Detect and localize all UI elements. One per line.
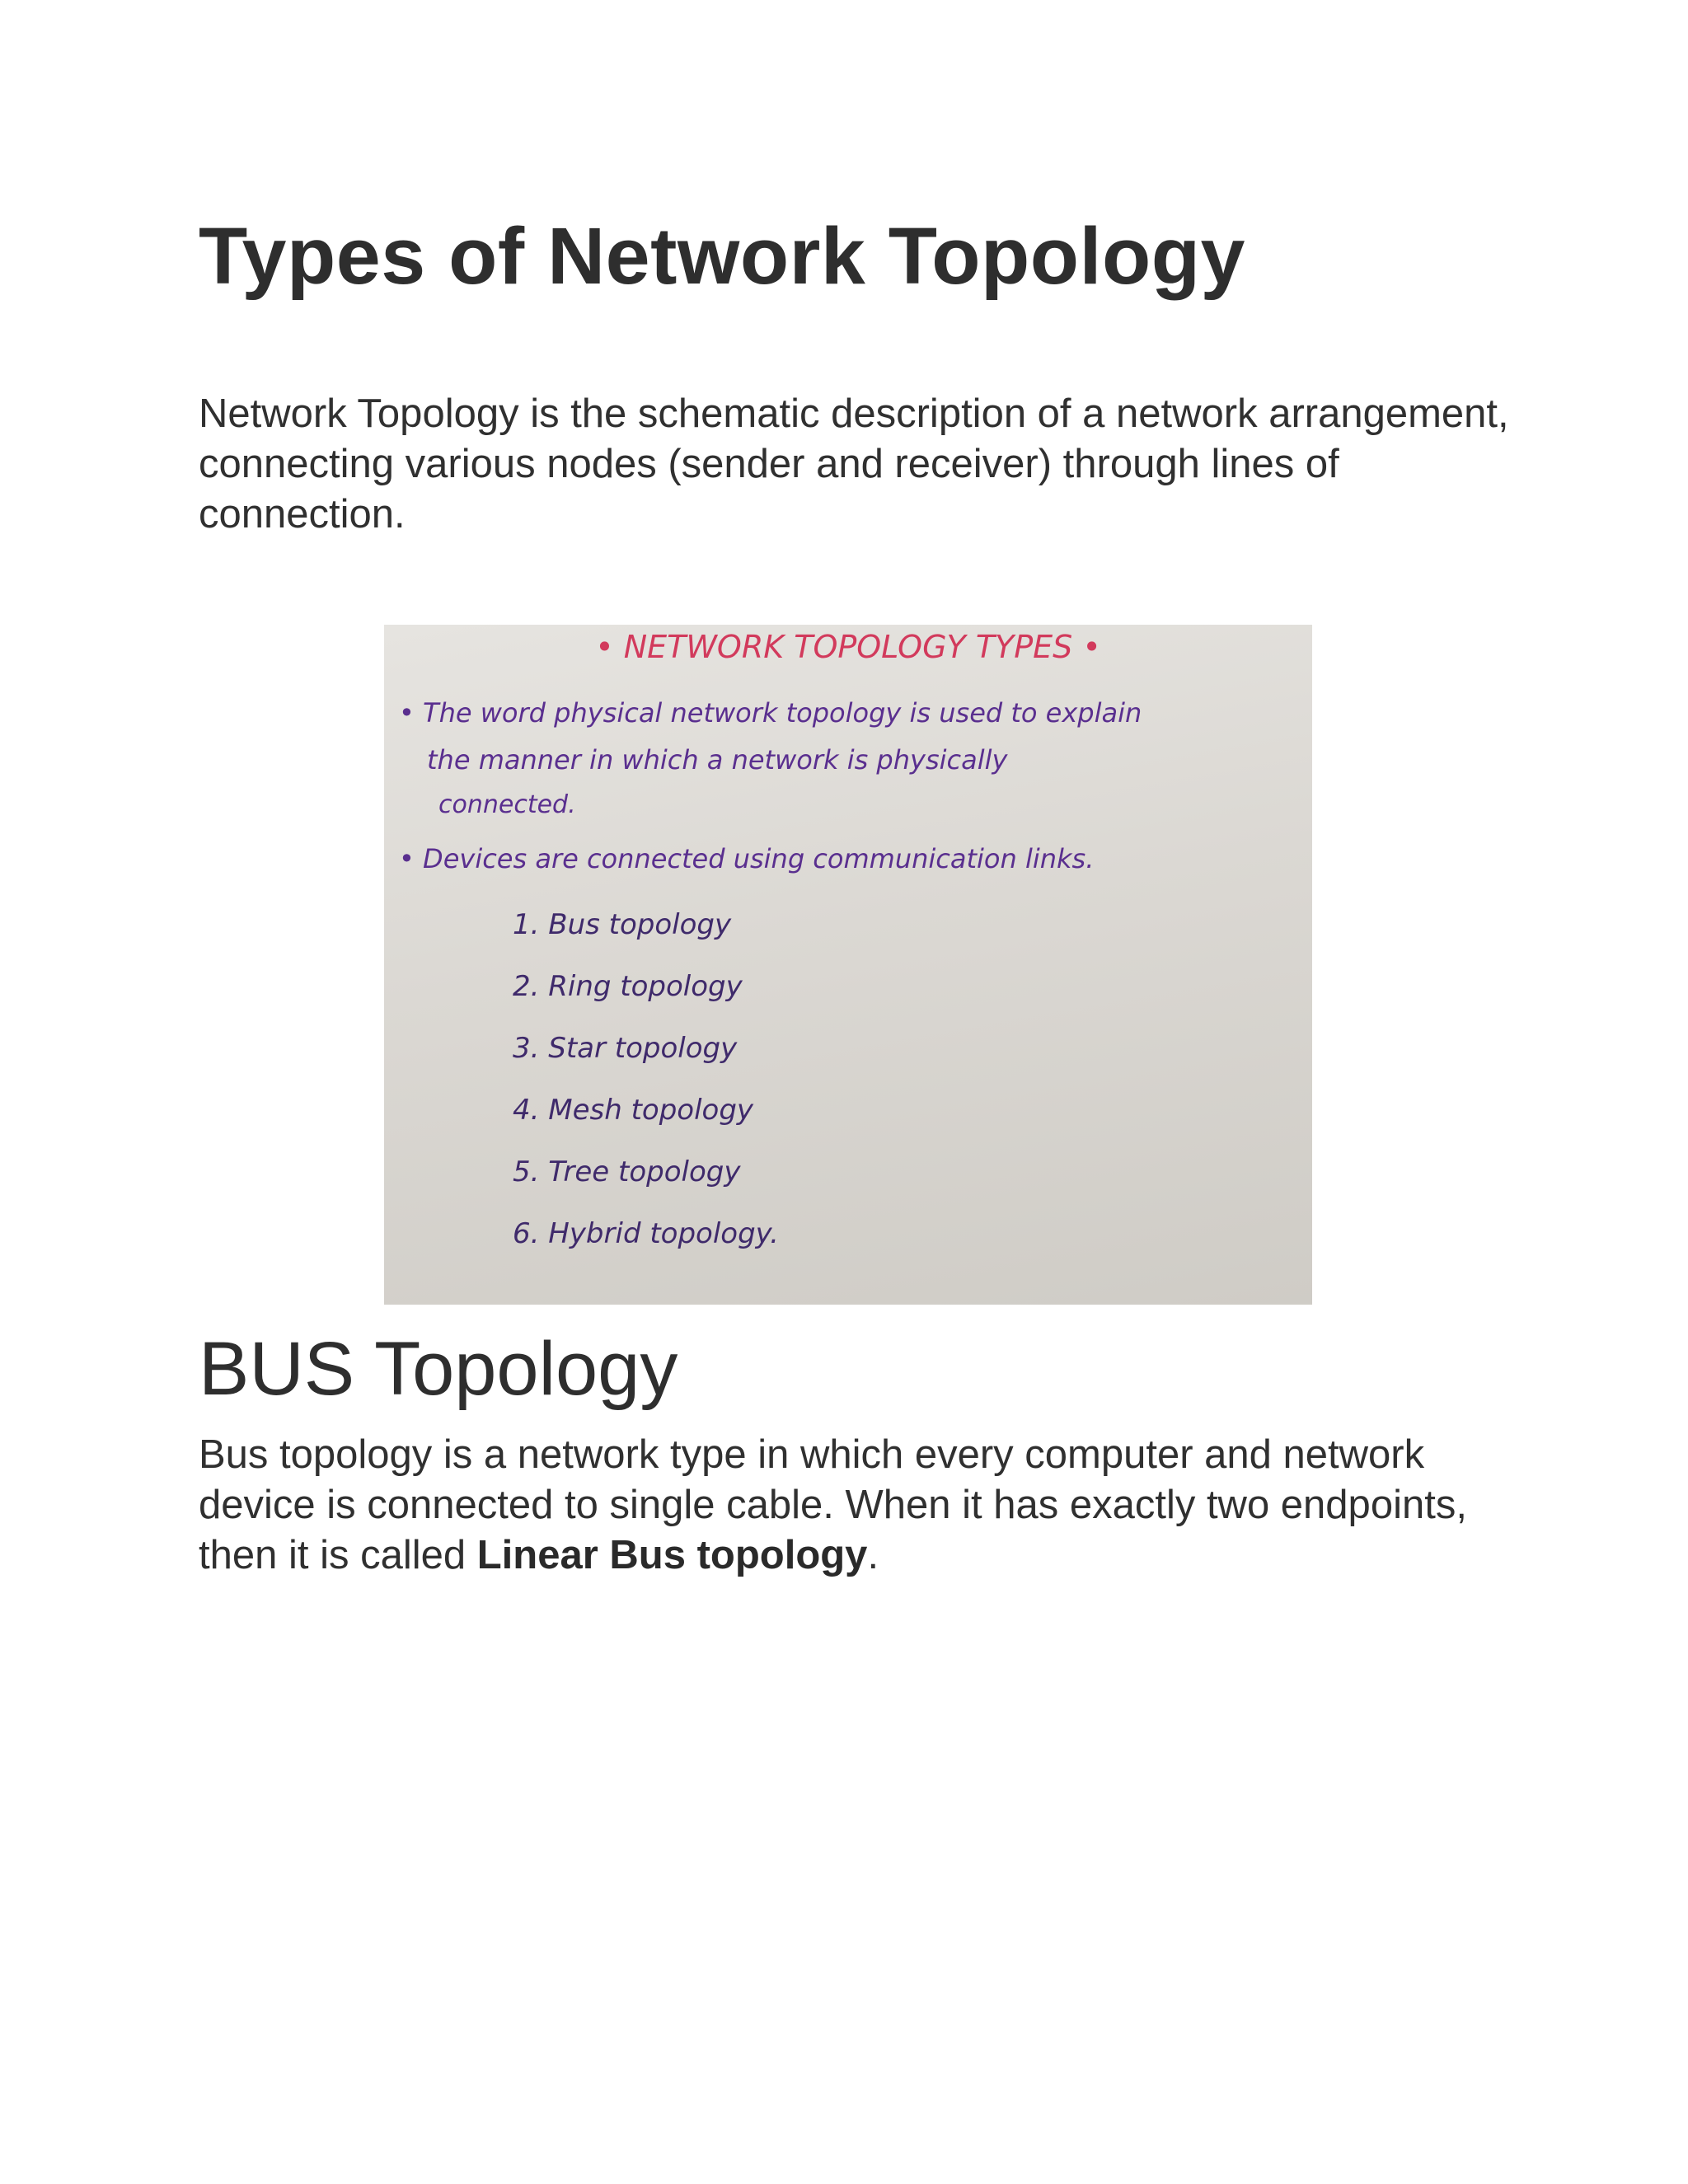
- board-bullet1-line2: the manner in which a network is physically: [427, 744, 1008, 776]
- board-list-item: 4. Mesh topology: [513, 1094, 754, 1127]
- board-list-item: 3. Star topology: [513, 1032, 738, 1065]
- board-list-item: 5. Tree topology: [513, 1155, 741, 1188]
- board-bullet1-line3: connected.: [438, 790, 576, 819]
- board-list-item: 6. Hybrid topology.: [513, 1217, 779, 1250]
- board-bullet2: • Devices are connected using communication links.: [399, 843, 1095, 874]
- board-list-item: 2. Ring topology: [513, 970, 743, 1003]
- board-title: • NETWORK TOPOLOGY TYPES •: [595, 629, 1101, 665]
- board-list-item: 1. Bus topology: [513, 908, 732, 941]
- bus-bold-term: Linear Bus topology: [476, 1533, 868, 1577]
- intro-paragraph: Network Topology is the schematic description of a network arrangement, connecting various nodes (sender and receiver) through lines of connection.: [199, 391, 1509, 537]
- bus-text-before: Bus topology is a network type in which every computer and network device is connected to single cable. When it has exactly two endpoints, then it is called: [199, 1432, 1467, 1577]
- whiteboard-photo: [384, 625, 1312, 1305]
- board-bullet1-line1: • The word physical network topology is used to explain: [399, 697, 1142, 729]
- bus-topology-heading: BUS Topology: [199, 1327, 678, 1411]
- page-title: Types of Network Topology: [199, 211, 1245, 301]
- bus-text-after: .: [867, 1533, 879, 1577]
- bus-topology-paragraph: [199, 1430, 1550, 1581]
